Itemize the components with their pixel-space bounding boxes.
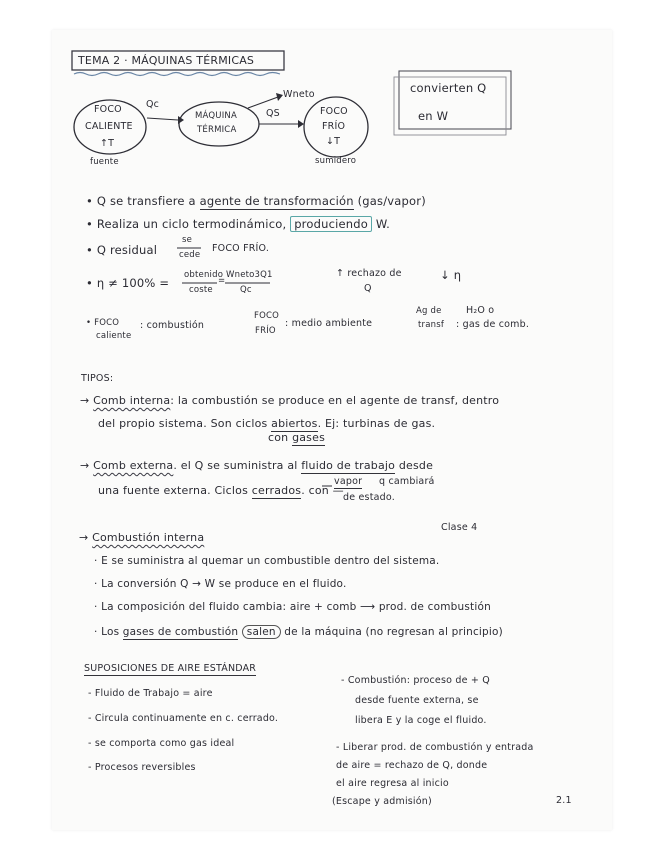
bullet-4-eq: =	[218, 276, 226, 286]
cold-source-label-2: FRÍO	[322, 121, 346, 132]
suposicion-right-1c: libera E y la coge el fluido.	[355, 715, 487, 726]
bullet-3-a: • Q residual	[86, 243, 158, 257]
suposicion-left-2: - Circula continuamente en c. cerrado.	[88, 713, 279, 724]
comb-interna-item-4: · Los gases de combustión salen de la máquina (no regresan al principio)	[94, 626, 503, 638]
suposicion-right-2d: (Escape y admisión)	[332, 796, 432, 807]
suposicion-right-2b: de aire = rechazo de Q, donde	[336, 760, 488, 771]
wneto-label: Wneto	[283, 89, 315, 100]
suposicion-right-2c: el aire regresa al inicio	[336, 778, 449, 789]
comb-interna-title: → Combustión interna	[79, 531, 205, 544]
suposicion-right-1b: desde fuente externa, se	[355, 695, 479, 706]
tipos-comb-interna-line3: con gases	[268, 431, 326, 444]
bullet-5-e-top: Ag de	[416, 306, 442, 316]
machine-label-2: TÉRMICA	[197, 125, 237, 135]
bullet-5-f-top: H₂O o	[466, 305, 495, 316]
bullet-4-f2-top: Wneto3Q1	[226, 270, 273, 280]
suposicion-left-3: - se comporta como gas ideal	[88, 738, 235, 749]
tipos-comb-externa-line2: una fuente externa. Ciclos cerrados. con —	[98, 484, 344, 497]
bullet-4-f1-top: obtenido	[184, 270, 224, 280]
bullet-5-a-bot: caliente	[96, 331, 132, 341]
title-underline	[74, 73, 280, 76]
tipos-comb-externa: → Comb externa. el Q se suministra al fluido de trabajo desde	[80, 459, 434, 472]
hot-source-label-2: CALIENTE	[85, 121, 133, 132]
suposiciones-heading: SUPOSICIONES DE AIRE ESTÁNDAR	[84, 663, 257, 674]
cold-source-label-3: ↓T	[326, 136, 341, 147]
bullet-4-c-bot: Q	[364, 283, 372, 294]
hot-source-label-3: ↑T	[100, 138, 115, 149]
bullet-5-e-bot: transf	[418, 320, 445, 330]
suposicion-left-4: - Procesos reversibles	[88, 762, 196, 773]
note-box	[399, 71, 511, 129]
suposicion-right-1a: - Combustión: proceso de + Q	[341, 675, 490, 686]
cold-source-caption: sumidero	[315, 156, 357, 166]
bullet-5-a-top: • FOCO	[86, 318, 120, 328]
comb-interna-item-2: · La conversión Q → W se produce en el fluido.	[94, 578, 347, 590]
bullet-5-b: : combustión	[140, 320, 205, 331]
clase-label: Clase 4	[441, 522, 478, 533]
note-line-1: convierten Q	[410, 81, 487, 95]
machine-ellipse	[179, 102, 259, 146]
note-line-2: en W	[418, 109, 449, 123]
tipos-comb-interna-line2: del propio sistema. Son ciclos abiertos. Ej: turbinas de gas.	[98, 417, 436, 430]
tipos-comb-externa-cambiara: q cambiará	[379, 476, 435, 487]
tipos-comb-interna: → Comb interna: la combustión se produce en el agente de transf, dentro	[80, 394, 500, 407]
bullet-2: • Realiza un ciclo termodinámico, produciendo W.	[86, 217, 390, 231]
hot-source-label-1: FOCO	[94, 104, 122, 115]
bullet-3-frac-top: se	[182, 235, 193, 245]
tipos-heading: TIPOS:	[81, 373, 114, 384]
bullet-4-f2-bot: Qc	[240, 285, 252, 295]
suposicion-left-1: - Fluido de Trabajo = aire	[88, 688, 213, 699]
page-number: 2.1	[556, 795, 572, 806]
hot-source-caption: fuente	[90, 157, 119, 167]
bullet-1: • Q se transfiere a agente de transformación (gas/vapor)	[86, 194, 426, 208]
bullet-5-c-top: FOCO	[254, 311, 280, 321]
qc-label: Qc	[146, 99, 160, 110]
comb-interna-item-1: · E se suministra al quemar un combustible dentro del sistema.	[94, 555, 440, 567]
bullet-4-c: ↑ rechazo de	[336, 268, 402, 279]
bullet-4-a: • η ≠ 100% =	[86, 276, 170, 290]
suposicion-right-2a: - Liberar prod. de combustión y entrada	[336, 742, 534, 753]
tipos-comb-externa-line3: de estado.	[343, 492, 395, 503]
bullet-5-d: : medio ambiente	[285, 318, 373, 329]
bullet-4-d: ↓ η	[440, 268, 462, 282]
bullet-4-f1-bot: coste	[189, 285, 213, 295]
bullet-3-frac-bot: cede	[179, 250, 201, 260]
bullet-5-f-bot: : gas de comb.	[456, 319, 530, 330]
qs-label: QS	[266, 108, 280, 119]
cold-source-label-1: FOCO	[320, 106, 348, 117]
page-title: TEMA 2 · MÁQUINAS TÉRMICAS	[78, 54, 255, 67]
machine-label-1: MÁQUINA	[195, 111, 237, 121]
bullet-5-c-bot: FRÍO	[255, 326, 276, 336]
comb-interna-item-3: · La composición del fluido cambia: aire + comb ⟶ prod. de combustión	[94, 601, 491, 613]
bullet-3-b: FOCO FRÍO.	[212, 243, 270, 254]
tipos-vapor: vapor	[334, 476, 363, 487]
